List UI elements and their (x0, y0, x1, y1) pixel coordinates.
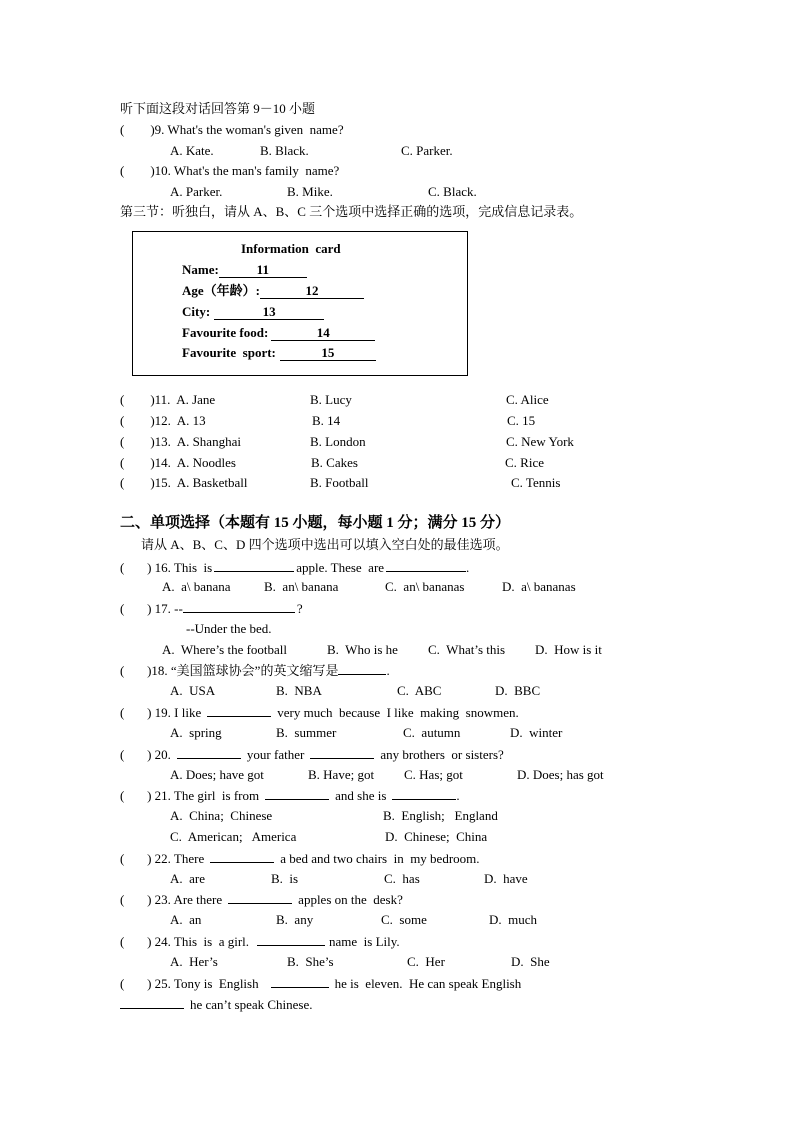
q24-option-a: A. Her’s (170, 954, 218, 969)
q25-blank-2 (120, 996, 184, 1009)
q9-stem: ( )9. What's the woman's given name? (120, 122, 344, 137)
q24-option-b: B. She’s (287, 954, 334, 969)
q18-option-a: A. USA (170, 683, 216, 698)
q15-stem: ( )15. A. Basketball (120, 475, 248, 490)
q19-option-d: D. winter (510, 725, 563, 740)
q21-stem: ( ) 21. The girl is from and she is . (120, 788, 460, 803)
q19-option-a: A. spring (170, 725, 222, 740)
q17-option-a: A. Where’s the football (162, 642, 288, 657)
q24-stem: ( ) 24. This is a girl. name is Lily. (120, 934, 400, 949)
q14-option-c: C. Rice (505, 455, 544, 470)
q20-stem: ( ) 20. your father any brothers or sisters? (120, 747, 504, 762)
card-name-label: Name: (182, 262, 219, 277)
q11-option-c: C. Alice (506, 392, 549, 407)
q22-option-d: D. have (484, 871, 528, 886)
card-heading: Information card (241, 241, 341, 256)
card-name-row (182, 262, 307, 278)
q20-option-a: A. Does; have got (170, 767, 264, 782)
q11-option-b: B. Lucy (310, 392, 352, 407)
q23-option-b: B. any (276, 912, 314, 927)
q9-option-a: A. Kate. (170, 143, 214, 158)
q20-blank-2 (310, 746, 374, 759)
q15-option-c: C. Tennis (511, 475, 561, 490)
q20-option-d: D. Does; has got (517, 767, 604, 782)
q16-option-d: D. a\ bananas (502, 579, 576, 594)
card-sport-label: Favourite sport: (182, 345, 276, 360)
q14-option-b: B. Cakes (311, 455, 358, 470)
q18-stem: ( )18. “美国篮球协会”的英文缩写是 . (120, 663, 390, 678)
q25-stem: ( ) 25. Tony is English he is eleven. He can speak English (120, 976, 522, 991)
q19-blank (207, 704, 271, 717)
q12-stem: ( )12. A. 13 (120, 413, 206, 428)
card-sport-row (182, 345, 376, 361)
card-age-blank: 12 (260, 284, 364, 299)
card-age-row (182, 283, 364, 299)
q24-option-c: C. Her (407, 954, 445, 969)
section2-title: 二、单项选择（本题有 15 小题，每小题 1 分；满分 15 分） (120, 515, 511, 531)
q22-option-c: C. has (384, 871, 420, 886)
dialogue-instruction: 听下面这段对话回答第 9－10 小题 (120, 101, 316, 116)
q19-stem: ( ) 19. I like very much because I like making snowmen. (120, 705, 519, 720)
q21-blank-2 (392, 787, 456, 800)
q16-stem: ( ) 16. This is apple. These are . (120, 560, 470, 575)
q25-line2: he can’t speak Chinese. (120, 996, 313, 1013)
q23-blank (228, 891, 292, 904)
card-sport-blank: 15 (280, 346, 376, 361)
q17-option-d: D. How is it (535, 642, 602, 657)
q21-blank-1 (265, 787, 329, 800)
q21-option-c: C. American; America (170, 829, 297, 844)
q18-option-c: C. ABC (397, 683, 442, 698)
q23-stem: ( ) 23. Are there apples on the desk? (120, 892, 403, 907)
card-name-blank: 11 (219, 263, 307, 278)
section2-instruction: 请从 A、B、C、D 四个选项中选出可以填入空白处的最佳选项。 (141, 537, 509, 552)
q12-option-c: C. 15 (507, 413, 536, 428)
q14-stem: ( )14. A. Noodles (120, 455, 236, 470)
q19-option-c: C. autumn (403, 725, 461, 740)
card-city-row (182, 304, 324, 320)
section3-title: 第三节：听独白，请从 A、B、C 三个选项中选择正确的选项，完成信息记录表。 (120, 204, 583, 219)
q21-option-a: A. China; Chinese (170, 808, 273, 823)
card-age-label: Age（年龄）: (182, 283, 260, 298)
q25-blank-1 (271, 975, 329, 988)
q13-option-c: C. New York (506, 434, 574, 449)
q22-blank (210, 850, 274, 863)
q22-option-b: B. is (271, 871, 299, 886)
q17-blank (183, 600, 295, 613)
q23-option-d: D. much (489, 912, 538, 927)
q16-option-a: A. a\ banana (162, 579, 231, 594)
card-food-blank: 14 (271, 326, 375, 341)
q10-option-a: A. Parker. (170, 184, 223, 199)
q24-option-d: D. She (511, 954, 550, 969)
q16-option-c: C. an\ bananas (385, 579, 465, 594)
q18-option-b: B. NBA (276, 683, 322, 698)
q10-stem: ( )10. What's the man's family name? (120, 163, 340, 178)
q13-stem: ( )13. A. Shanghai (120, 434, 241, 449)
q21-option-b: B. English; England (383, 808, 498, 823)
q20-blank-1 (177, 746, 241, 759)
q16-blank-2 (386, 559, 466, 572)
q12-option-b: B. 14 (312, 413, 341, 428)
q22-stem: ( ) 22. There a bed and two chairs in my bedroom. (120, 851, 480, 866)
q18-blank (338, 662, 386, 675)
card-food-row (182, 325, 375, 341)
q9-option-c: C. Parker. (401, 143, 453, 158)
q13-option-b: B. London (310, 434, 366, 449)
q15-option-b: B. Football (310, 475, 369, 490)
q10-option-c: C. Black. (428, 184, 477, 199)
q21-option-d: D. Chinese; China (385, 829, 488, 844)
q16-option-b: B. an\ banana (264, 579, 339, 594)
q17-option-b: B. Who is he (327, 642, 398, 657)
q24-blank (257, 933, 325, 946)
q19-option-b: B. summer (276, 725, 337, 740)
card-food-label: Favourite food: (182, 325, 269, 340)
q9-option-b: B. Black. (260, 143, 309, 158)
q17-option-c: C. What’s this (428, 642, 506, 657)
card-city-label: City: (182, 304, 211, 319)
q11-stem: ( )11. A. Jane (120, 392, 216, 407)
q16-blank-1 (214, 559, 294, 572)
q18-option-d: D. BBC (495, 683, 541, 698)
q23-option-a: A. an (170, 912, 202, 927)
q10-option-b: B. Mike. (287, 184, 333, 199)
q17-stem: ( ) 17. -- ? (120, 601, 303, 616)
q22-option-a: A. are (170, 871, 206, 886)
q20-option-c: C. Has; got (404, 767, 463, 782)
q17-answer-line: --Under the bed. (186, 621, 272, 636)
card-city-blank: 13 (214, 305, 324, 320)
q23-option-c: C. some (381, 912, 427, 927)
q20-option-b: B. Have; got (308, 767, 375, 782)
